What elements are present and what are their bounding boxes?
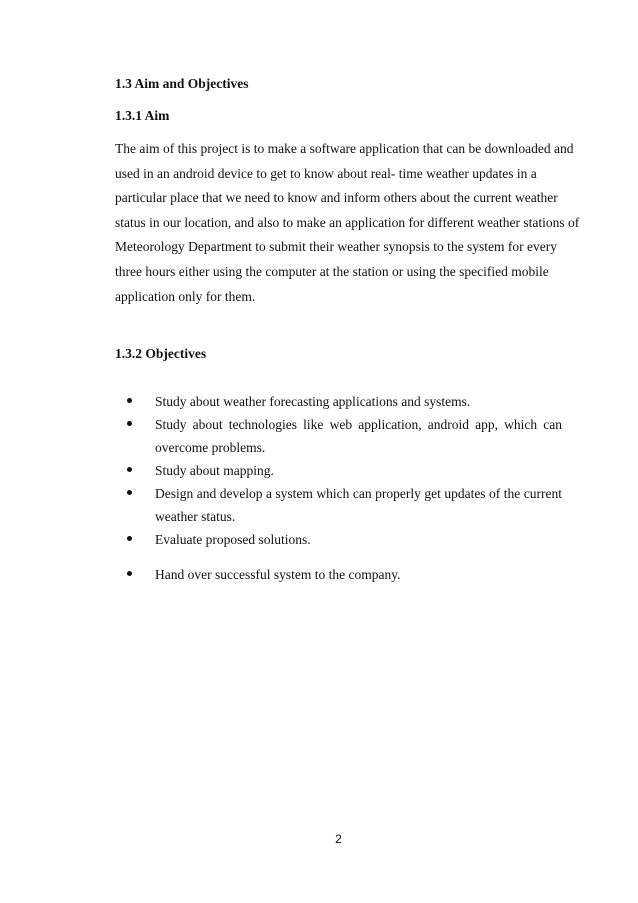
section-heading: 1.3 Aim and Objectives [115,76,249,91]
page-number: 2 [335,832,342,846]
aim-line: particular place that we need to know and inform others about the current weather [115,190,558,206]
bullet-icon [127,398,132,403]
objective-item [123,413,563,459]
objective-item [123,563,563,586]
objective-item [123,390,563,413]
objective-text: Study about mapping. [155,463,274,478]
objective-text: Design and develop a system which can properly get updates of the current [155,486,562,501]
aim-heading: 1.3.1 Aim [115,108,170,123]
aim-line: status in our location, and also to make an application for different weather stations of [115,214,580,230]
objective-item [123,528,563,551]
aim-line: The aim of this project is to make a software application that can be downloaded and [115,141,574,156]
bullet-icon [127,467,132,472]
objective-text: Study about technologies like web application, android app, which can [155,417,562,432]
objective-item [123,482,563,528]
objective-text: Evaluate proposed solutions. [155,532,311,547]
aim-line: application only for them. [115,288,256,304]
objective-text: Hand over successful system to the company. [155,567,401,582]
objective-text: Study about weather forecasting applications and systems. [155,394,471,409]
aim-line: used in an android device to get to know about real- time weather updates in a [115,165,537,181]
bullet-icon [127,490,132,495]
bullet-icon [127,536,132,541]
aim-line: Meteorology Department to submit their weather synopsis to the system for every [115,239,558,255]
aim-paragraph [115,137,580,309]
bullet-icon [127,571,132,576]
aim-line: three hours either using the computer at the station or using the specified mobile [115,263,549,279]
objective-text: weather status. [155,509,236,524]
objectives-heading: 1.3.2 Objectives [115,346,207,361]
objective-text: overcome problems. [155,440,266,455]
bullet-icon [127,421,132,426]
objective-item [123,459,563,482]
